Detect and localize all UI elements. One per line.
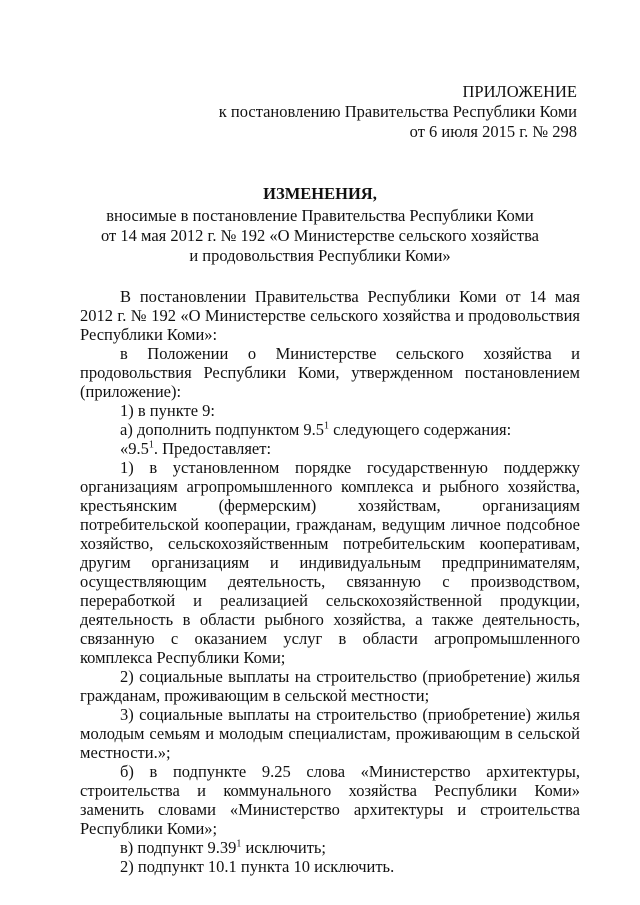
paragraph-10-text: в) подпункт 9.39 (120, 838, 237, 857)
paragraph-3: 1) в пункте 9: (120, 401, 215, 420)
appendix-date: от 6 июля 2015 г. № 298 (409, 122, 577, 141)
paragraph-5-tail: . Предоставляет: (153, 439, 272, 458)
paragraph-10-superscript: 1 (236, 838, 242, 850)
paragraph-10-tail: исключить; (241, 838, 327, 857)
document-title (0, 184, 640, 266)
paragraph-10 (80, 838, 580, 857)
title-line-1: вносимые в постановление Правительства Республики Коми (106, 206, 534, 225)
title-line-2: от 14 мая 2012 г. № 192 «О Министерстве сельского хозяйства (101, 226, 539, 245)
title-heading: ИЗМЕНЕНИЯ, (263, 184, 377, 203)
appendix-label: ПРИЛОЖЕНИЕ (462, 82, 577, 101)
paragraph-4-superscript: 1 (324, 420, 330, 432)
paragraph-2: в Положении о Министерстве сельского хозяйства и продовольствия Республики Коми, утвержденном постановлением (приложение): (80, 344, 580, 401)
paragraph-6: 1) в установленном порядке государственную поддержку организациям агропромышленного комплекса и рыбного хозяйства, крестьянским (фермерским) хозяйствам, организациям потребительской кооперации, гражданам, ведущим личное подсобное хозяйство, сельскохозяйственным потребительским кооперативам, другим организациям и индивидуальным предпринимателям, осуществляющим деятельность, связанную с производством, переработкой и реализацией сельскохозяйственной продукции, деятельность в области рыбного хозяйства, а также деятельность, связанную с оказанием услуг в области агропромышленного комплекса Республики Коми; (80, 458, 580, 667)
paragraph-7: 2) социальные выплаты на строительство (приобретение) жилья гражданам, проживающим в сельской местности; (80, 667, 580, 705)
paragraph-5 (80, 439, 580, 458)
paragraph-11: 2) подпункт 10.1 пункта 10 исключить. (120, 857, 395, 876)
paragraph-5-text: «9.5 (120, 439, 149, 458)
appendix-header (219, 82, 577, 142)
title-line-3: и продовольствия Республики Коми» (189, 246, 451, 265)
paragraph-4 (80, 420, 580, 439)
paragraph-4-tail: следующего содержания: (329, 420, 512, 439)
paragraph-4-text: а) дополнить подпунктом 9.5 (120, 420, 325, 439)
paragraph-5-superscript: 1 (148, 439, 154, 451)
document-body (80, 287, 580, 876)
appendix-reference: к постановлению Правительства Республики Коми (218, 102, 577, 121)
paragraph-1: В постановлении Правительства Республики Коми от 14 мая 2012 г. № 192 «О Министерстве сельского хозяйства и продовольствия Республики Коми»: (80, 287, 580, 344)
paragraph-8: 3) социальные выплаты на строительство (приобретение) жилья молодым семьям и молодым специалистам, проживающим в сельской местности.»; (80, 705, 580, 762)
paragraph-9: б) в подпункте 9.25 слова «Министерство архитектуры, строительства и коммунального хозяйства Республики Коми» заменить словами «Министерство архитектуры и строительства Республики Коми»; (80, 762, 580, 838)
